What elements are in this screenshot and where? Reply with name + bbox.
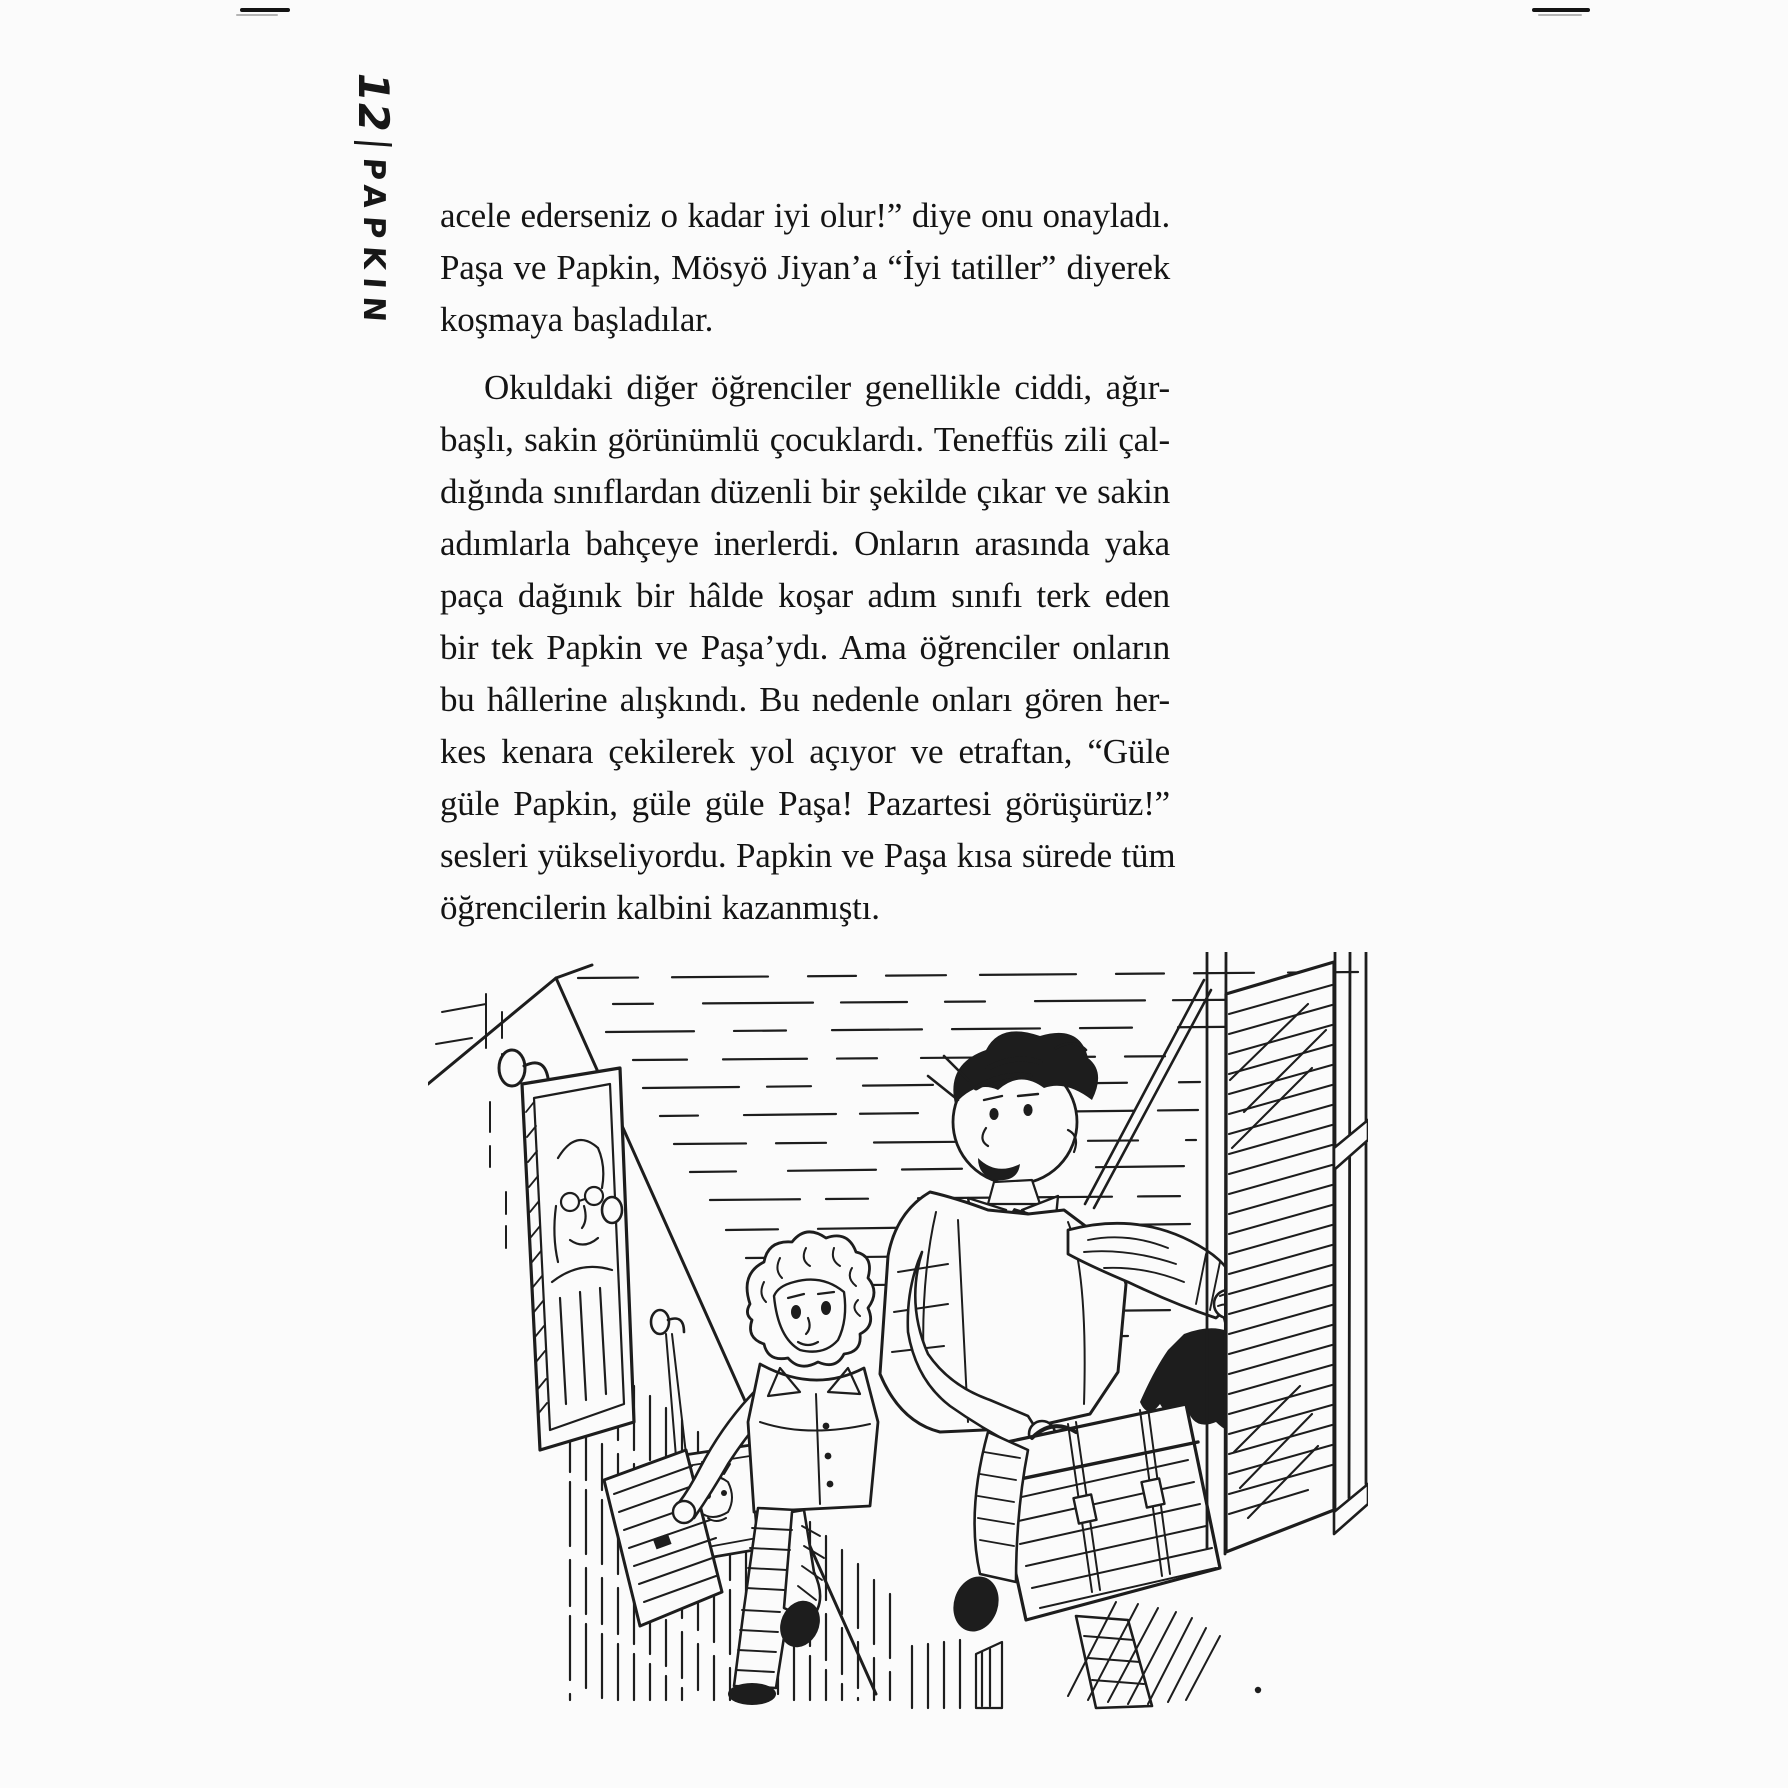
text-line: öğrencilerin kalbini kazanmıştı. [440,888,880,927]
text-line: koşmaya başladılar. [440,300,714,339]
corner-mark-left-ghost [236,14,278,16]
text-block [440,190,1176,934]
illustration [428,952,1368,1712]
text-line: başlı, sakin görünümlü çocuklardı. Teneffüs zili çal- [440,420,1170,459]
text-line: kes kenara çekilerek yol açıyor ve etraftan, “Güle [440,732,1170,771]
text-line: bu hâllerine alışkındı. Bu nedenle onları gören her- [440,680,1170,719]
corner-mark-left [240,8,290,12]
text-line: adımlarla bahçeye inerlerdi. Onların arasında yaka [440,524,1170,563]
text-line: güle Papkin, güle güle Paşa! Pazartesi görüşürüz!” [440,784,1170,823]
text-line: acele ederseniz o kadar iyi olur!” diye onu onayladı. [440,196,1170,235]
page-number: 12 [349,67,398,138]
text-line: dığında sınıflardan düzenli bir şekilde çıkar ve sakin [440,472,1171,511]
hallway-illustration [428,952,1368,1712]
spine-header [349,67,398,332]
text-line: Okuldaki diğer öğrenciler genellikle ciddi, ağır- [484,368,1170,407]
spine-divider [355,141,393,147]
corner-mark-right-ghost [1538,14,1582,16]
corner-mark-right [1532,8,1590,12]
banister [1085,980,1211,1208]
book-title: PAPKIN [356,156,391,331]
ink-dot [1255,1687,1261,1693]
text-line: Paşa ve Papkin, Mösyö Jiyan’a “İyi tatiller” diyerek [440,248,1170,287]
text-line: bir tek Papkin ve Paşa’ydı. Ama öğrenciler onların [440,628,1170,667]
stair-balusters [912,1640,1002,1708]
portrait-frame [499,1050,634,1450]
window-frame [1335,952,1366,1512]
text-line: sesleri yükseliyordu. Papkin ve Paşa kısa sürede tüm [440,836,1176,875]
text-line: paça dağınık bir hâlde koşar adım sınıfı terk eden [440,576,1170,615]
